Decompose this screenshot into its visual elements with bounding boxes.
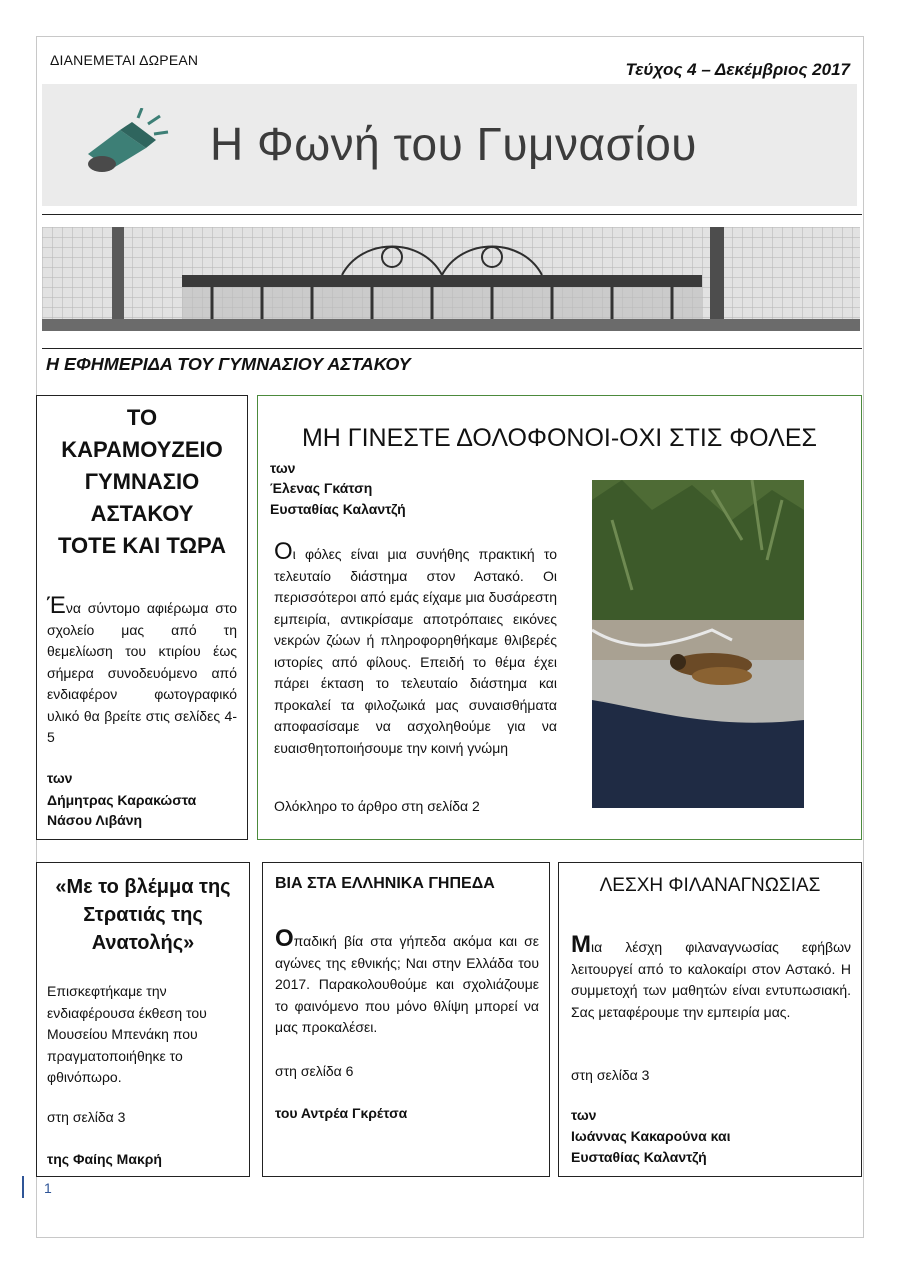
reading-club-author-2: Ευσταθίας Καλαντζή (571, 1149, 707, 1165)
dogs-lying-on-road-photo (592, 480, 804, 808)
megaphone-bell-logo-icon (80, 108, 190, 178)
stadium-violence-text: Οπαδική βία στα γήπεδα ακόμα και σε αγώνες της εθνικής; Ναι στην Ελλάδα του 2017. Παρακολουθούμε και σχολιάζουμε το φαινόμενο που μόνο θλίψη μπορεί να μας προκαλέσει. (275, 925, 539, 1035)
school-history-text: Ένα σύντομο αφιέρωμα στο σχολείο μας από τη θεμελίωση του κτιρίου έως σήμερα συνοδευόμενο από ενδιαφέρον φωτογραφικό υλικό θα βρείτε στις σελίδες 4-5 (47, 592, 237, 745)
school-history-author-1: Δήμητρας Καρακώστα (47, 792, 197, 808)
issue-label: Τεύχος 4 – Δεκέμβριος 2017 (625, 60, 850, 79)
stadium-violence-page-ref: στη σελίδα 6 (275, 1063, 354, 1079)
poison-baits-author-1: Έλενας Γκάτση (270, 480, 373, 496)
page-number-marker (22, 1176, 24, 1198)
article-box-reading-club: ΛΕΣΧΗ ΦΙΛΑΝΑΓΝΩΣΙΑΣ Μια λέσχη φιλαναγνωσίας εφήβων λειτουργεί από το καλοκαίρι στον Αστακό. Η συμμετοχή των μαθητών είναι εντυπωσιακή. Σας μεταφέρουμε την εμπειρία μας. στη σελίδα 3 των Ιωάννας Κακαρούνα και Ευσταθίας Καλαντζή (558, 862, 862, 1177)
article-box-school-history: ΤΟ ΚΑΡΑΜΟΥΖΕΙΟ ΓΥΜΝΑΣΙΟ ΑΣΤΑΚΟΥ ΤΟΤΕ ΚΑΙ ΤΩΡΑ Ένα σύντομο αφιέρωμα στο σχολείο μας από τη θεμελίωση του κτιρίου έως σήμερα συνοδευόμενο από ενδιαφέρον φωτογραφικό υλικό θα βρείτε στις σελίδες 4-5 των Δήμητρας Καρακώστα Νάσου Λιβάνη (36, 395, 248, 840)
newspaper-subtitle: Η ΕΦΗΜΕΡΙΔΑ ΤΟΥ ΓΥΜΝΑΣΙΟΥ ΑΣΤΑΚΟΥ (46, 354, 411, 374)
reading-club-page-ref: στη σελίδα 3 (571, 1067, 650, 1083)
stadium-violence-author: του Αντρέα Γκρέτσα (275, 1105, 408, 1121)
poison-baits-continue-link[interactable]: Ολόκληρο το άρθρο στη σελίδα 2 (274, 798, 480, 814)
school-history-author-2: Νάσου Λιβάνη (47, 812, 143, 828)
school-gate-banner-photo (42, 227, 860, 331)
poison-baits-text: Οι φόλες είναι μια συνήθης πρακτική το τελευταίο διάστημα στον Αστακό. Οι περισσότεροι από εμάς είχαμε μια δυσάρεστη εμπειρία, αντικρίσαμε αποτρόπαιες εικόνες νεκρών ζώων ή πληροφορηθήκαμε θλιβερές ιστορίες από φίλους. Επειδή το θέμα έχει πάρει έκταση το τελευταίο διάστημα και προκαλεί τα φιλοζωικά μας συναισθήματα αποφασίσαμε να ασχοληθούμε για να ευαισθητοποιήσουμε την κοινή γνώμη (274, 538, 557, 756)
exhibition-page-ref: στη σελίδα 3 (47, 1109, 126, 1125)
article-box-exhibition (36, 862, 250, 1177)
masthead (42, 84, 857, 206)
exhibition-title: «Με το βλέμμα της Στρατιάς της Ανατολής» (55, 876, 231, 954)
paper-name-rule (42, 348, 862, 349)
poison-baits-title: ΜΗ ΓΙΝΕΣΤΕ ΔΟΛΟΦΟΝΟΙ-ΟΧΙ ΣΤΙΣ ΦΟΛΕΣ (301, 424, 818, 452)
exhibition-text: Επισκεφτήκαμε την ενδιαφέρουσα έκθεση του Μουσείου Μπενάκη που πραγματοποιήθηκε το φθινόπωρο. (47, 983, 207, 1085)
free-distribution-label: ΔΙΑΝΕΜΕΤΑΙ ΔΩΡΕΑΝ (50, 52, 199, 68)
article-box-poison-baits: ΜΗ ΓΙΝΕΣΤΕ ΔΟΛΟΦΟΝΟΙ-ΟΧΙ ΣΤΙΣ ΦΟΛΕΣ των Έλενας Γκάτση Ευσταθίας Καλαντζή Οι φόλες είναι μια συνήθης πρακτική το τελευταίο διάστημα στον Αστακό. Οι περισσότεροι από εμάς είχαμε μια δυσάρεστη εμπειρία, αντικρίσαμε αποτρόπαιες εικόνες νεκρών ζώων ή πληροφορηθήκαμε θλιβερές ιστορίες από φίλους. Επειδή το θέμα έχει πάρει έκταση το τελευταίο διάστημα και προκαλεί τα φιλοζωικά μας συναισθήματα αποφασίσαμε να ασχοληθούμε για να ευαισθητοποιήσουμε την κοινή γνώμη Ολόκληρο το άρθρο στη σελίδα 2 (257, 395, 862, 840)
reading-club-title: ΛΕΣΧΗ ΦΙΛΑΝΑΓΝΩΣΙΑΣ (599, 875, 821, 896)
stadium-violence-title: ΒΙΑ ΣΤΑ ΕΛΛΗΝΙΚΑ ΓΗΠΕΔΑ (275, 875, 495, 892)
exhibition-author: της Φαίης Μακρή (47, 1151, 162, 1167)
page-number: 1 (44, 1180, 52, 1196)
reading-club-text: Μια λέσχη φιλαναγνωσίας εφήβων λειτουργεί από το καλοκαίρι στον Αστακό. Η συμμετοχή των μαθητών είναι εντυπωσιακή. Σας μεταφέρουμε την εμπειρία μας. (571, 931, 851, 1020)
masthead-rule (42, 214, 862, 215)
article-box-stadium-violence (262, 862, 550, 1177)
masthead-title: Η Φωνή του Γυμνασίου (210, 118, 697, 170)
school-history-title: ΤΟ ΚΑΡΑΜΟΥΖΕΙΟ ΓΥΜΝΑΣΙΟ ΑΣΤΑΚΟΥ ΤΟΤΕ ΚΑΙ ΤΩΡΑ (58, 405, 226, 558)
reading-club-author-1: Ιωάννας Κακαρούνα και (571, 1128, 731, 1144)
poison-baits-author-2: Ευσταθίας Καλαντζή (270, 501, 406, 517)
